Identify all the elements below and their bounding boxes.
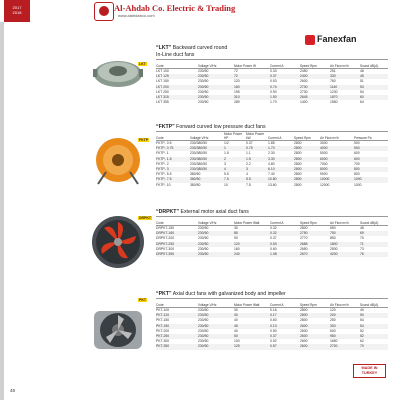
column-header: Code <box>156 61 198 69</box>
table-cell: 230/380/50 <box>190 146 224 151</box>
table-header-row <box>156 133 388 141</box>
table-cell: 70 <box>360 236 364 241</box>
column-header: Speed Rpm <box>294 133 320 141</box>
table-cell: 3.30 <box>268 157 294 162</box>
table-cell: 700 <box>354 161 360 166</box>
table-cell: FKTP- 10 <box>156 182 171 187</box>
table-cell: 1650 <box>330 339 338 344</box>
table-cell: 2400 <box>300 74 330 79</box>
table-cell: 230/50 <box>198 226 209 230</box>
table-cell: 45 <box>234 324 270 329</box>
table-cell: 1.70 <box>270 100 277 105</box>
table-cell: 5.5 <box>246 177 268 182</box>
table-row <box>156 183 388 188</box>
table-cell: 310 <box>234 95 270 100</box>
table-cell: 230/50 <box>198 79 209 84</box>
table-cell: 750 <box>330 231 360 236</box>
table-cell: 230/380/50 <box>190 161 207 166</box>
table-cell: 195 <box>234 89 240 94</box>
lkt-code-tag: LKT <box>139 62 146 66</box>
table-cell: 72 <box>234 74 270 79</box>
table-cell: 120 <box>330 308 336 312</box>
table-cell: 2600 <box>300 79 308 84</box>
table-cell: DRPKT-300 <box>156 246 175 251</box>
table-cell: 2800 <box>294 172 302 177</box>
table-cell: 250 <box>330 318 336 323</box>
table-cell: 2750 <box>300 231 330 236</box>
table-cell: 54 <box>360 89 364 94</box>
column-header: Motor Power W <box>234 61 270 69</box>
table-cell: 7.5 <box>224 177 246 182</box>
table-cell: 2600 <box>300 334 330 339</box>
table-cell: 240 <box>234 252 270 257</box>
table-cell: 200 <box>330 313 360 318</box>
table-cell: 500 <box>354 146 388 151</box>
fktp-code-tag: FKTP <box>139 138 149 142</box>
table-cell: 600 <box>354 151 360 156</box>
drpkt-code-tag: DRPKT <box>139 216 152 220</box>
logo-icon <box>99 6 109 16</box>
table-cell: 0.53 <box>270 79 277 84</box>
table-cell: 2800 <box>294 157 320 162</box>
table-cell: 2800 <box>294 141 302 145</box>
table-cell: PKT-300 <box>156 339 170 344</box>
table-cell: 2685 <box>300 242 330 247</box>
drpkt-fan-image <box>88 212 148 272</box>
page-number: 48 <box>10 388 16 393</box>
column-header: Motor Power Watt <box>234 300 270 308</box>
table-cell: 230/50 <box>198 252 234 257</box>
table-cell: 62 <box>360 339 364 344</box>
table-cell: 1800 <box>330 242 360 247</box>
table-cell: 0.52 <box>270 339 277 344</box>
column-header: Current A <box>270 61 300 69</box>
table-cell: 380/50 <box>190 177 224 182</box>
table-cell: 2800 <box>294 167 320 172</box>
table-cell: 7.40 <box>268 172 275 177</box>
table-cell: 230/50 <box>198 308 209 312</box>
table-row <box>156 151 388 156</box>
table-cell: 52 <box>360 328 364 333</box>
table-cell: 0.17 <box>270 313 300 318</box>
table-cell: 2600 <box>300 339 308 344</box>
table-cell: 3 <box>224 161 226 166</box>
pkt-spec-table <box>156 300 388 350</box>
table-cell: LKT 355 <box>156 100 169 105</box>
brand-name: Fanexfan <box>317 34 357 44</box>
table-cell: 10000 <box>320 177 354 182</box>
table-cell: 1.70 <box>268 146 294 151</box>
table-cell: 0.13 <box>270 324 300 329</box>
table-cell: 2650 <box>300 246 308 251</box>
table-cell: 70 <box>360 344 388 349</box>
table-cell: 60 <box>360 95 388 100</box>
column-header: Voltage V/Hz <box>198 300 234 308</box>
table-cell: 13.60 <box>268 182 277 187</box>
table-cell: 7.5 <box>246 182 251 187</box>
table-cell: 0.37 <box>270 236 277 241</box>
table-cell: 230/380/50 <box>190 157 224 162</box>
table-cell: 2450 <box>300 69 308 73</box>
table-cell: 2800 <box>294 161 302 166</box>
table-cell: 160 <box>234 85 270 90</box>
table-cell: 0.60 <box>270 246 277 251</box>
table-cell: 230/50 <box>198 334 234 339</box>
table-cell: 230/50 <box>198 69 209 73</box>
table-cell: 1000 <box>354 182 362 187</box>
table-cell: 2800 <box>294 182 302 187</box>
table-cell: FKTP- 3 <box>156 167 190 172</box>
table-cell: 1.08 <box>270 252 300 257</box>
table-cell: 10 <box>224 182 228 187</box>
table-cell: 0.60 <box>270 318 277 323</box>
company-name: Al-Ahdab Co. Electric & Trading <box>114 3 236 13</box>
table-cell: 230/50 <box>198 318 209 323</box>
table-cell: 650 <box>330 226 336 230</box>
table-cell: 125 <box>234 344 270 349</box>
table-cell: DRPKT-200 <box>156 236 175 241</box>
table-cell: 2730 <box>300 89 308 94</box>
table-cell: 2645 <box>300 95 330 100</box>
table-cell: 1230 <box>330 89 338 94</box>
column-header: Sound dB(A) <box>360 61 388 69</box>
fanexfan-icon <box>305 35 315 45</box>
table-cell: 0.16 <box>270 308 277 312</box>
table-row <box>156 100 388 105</box>
table-cell: 54 <box>360 318 364 323</box>
table-cell: 2670 <box>300 252 330 257</box>
column-header: Air Flow m³/h <box>330 218 360 226</box>
table-row <box>156 344 388 349</box>
table-cell: 6000 <box>320 157 354 162</box>
table-cell: 4200 <box>330 252 360 257</box>
table-cell: PKT-150 <box>156 318 170 323</box>
column-header: Air Flow m³/h <box>320 133 354 141</box>
column-header: Voltage V/Hz <box>190 133 224 141</box>
table-cell: 1/2 <box>224 141 229 145</box>
table-header-row <box>156 300 388 308</box>
table-cell: 46 <box>360 69 364 73</box>
table-cell: DRPKT-350 <box>156 252 198 257</box>
table-cell: 2800 <box>294 151 302 156</box>
table-cell: 160 <box>234 246 240 251</box>
table-cell: 2770 <box>300 236 308 241</box>
table-cell: 800 <box>354 172 360 177</box>
drpkt-title: “DRPKT” External motor axial duct fans <box>156 209 249 215</box>
table-cell: 600 <box>330 328 336 333</box>
table-cell: 2800 <box>300 226 308 230</box>
column-header: Air Flow m³/h <box>330 61 360 69</box>
table-row <box>156 177 388 182</box>
table-cell: PKT-250 <box>156 334 198 339</box>
table-cell: 760 <box>330 79 336 84</box>
pkt-rule <box>156 298 388 299</box>
table-cell: 0.75 <box>246 146 268 151</box>
table-cell: 230/50 <box>198 100 209 105</box>
table-cell: 230/50 <box>198 236 209 241</box>
table-cell: 230/380/50 <box>190 167 224 172</box>
table-cell: LKT 100 <box>156 69 169 73</box>
fktp-spec-table <box>156 133 388 188</box>
table-header-row <box>156 61 388 69</box>
table-cell: 0.50 <box>270 328 277 333</box>
table-cell: 230/50 <box>198 242 234 247</box>
drpkt-spec-table <box>156 218 388 257</box>
table-cell: 50 <box>360 313 388 318</box>
table-cell: 230/50 <box>198 246 209 251</box>
table-cell: 2600 <box>300 324 330 329</box>
table-cell: 230/380/50 <box>190 151 207 156</box>
table-cell: 230/50 <box>198 328 209 333</box>
table-cell: 1.85 <box>268 141 275 145</box>
table-cell: 289 <box>234 100 240 105</box>
column-header: Motor Power HP <box>224 133 246 141</box>
table-cell: 230/50 <box>198 344 234 349</box>
table-cell: 4.80 <box>268 161 275 166</box>
column-header: Sound dB(A) <box>360 218 388 226</box>
table-cell: 54 <box>360 324 388 329</box>
table-cell: 230/380/50 <box>190 141 207 145</box>
table-cell: 2800 <box>300 308 308 312</box>
table-cell: 0.74 <box>270 85 300 90</box>
table-cell: 1400 <box>300 100 308 105</box>
table-cell: 330 <box>330 74 360 79</box>
column-header: Code <box>156 133 190 141</box>
table-cell: 230/50 <box>198 89 209 94</box>
table-cell: 2.2 <box>246 161 251 166</box>
table-cell: 10.80 <box>268 177 294 182</box>
column-header: Sound dB(A) <box>360 300 388 308</box>
table-cell: 4 <box>246 172 248 177</box>
table-cell: 380/50 <box>190 172 201 177</box>
table-cell: FKTP- 0.5 <box>156 141 172 145</box>
table-cell: 85 <box>234 231 270 236</box>
column-header: Speed Rpm <box>300 61 330 69</box>
table-cell: 0.33 <box>270 69 277 73</box>
table-cell: 0.57 <box>270 344 300 349</box>
table-cell: DRPKT-250 <box>156 242 198 247</box>
lkt-spec-table <box>156 61 388 105</box>
side-strip <box>0 22 4 400</box>
table-cell: 1 <box>224 146 246 151</box>
table-cell: 2700 <box>330 344 360 349</box>
table-cell: 1.5 <box>224 151 229 156</box>
table-cell: FKTP- 1.5 <box>156 157 190 162</box>
table-cell: DRPKT-160 <box>156 231 198 236</box>
table-cell: 800 <box>354 167 388 172</box>
column-header: Current A <box>270 218 300 226</box>
table-cell: 100 <box>234 339 240 344</box>
fktp-title: “FKTP” Forward curved low pressure duct fans <box>156 124 266 130</box>
table-cell: 48 <box>360 226 364 230</box>
table-cell: 3000 <box>320 141 328 145</box>
column-header: Voltage V/Hz <box>198 218 234 226</box>
table-cell: 2800 <box>300 313 330 318</box>
pkt-title: “PKT” Axial duct fans with galvanized body and impeller <box>156 291 286 297</box>
pkt-code-tag: PKT <box>139 298 146 302</box>
table-cell: 40 <box>234 318 238 323</box>
drpkt-rule <box>156 216 388 217</box>
table-cell: 230/50 <box>198 313 234 318</box>
column-header: Current A <box>268 133 294 141</box>
column-header: Air Flow m³/h <box>330 300 360 308</box>
lkt-fan-image <box>88 52 148 92</box>
fktp-rule <box>156 131 388 132</box>
table-cell: 1.5 <box>246 157 268 162</box>
year-start: 2017 <box>12 5 22 10</box>
table-cell: 2600 <box>300 344 330 349</box>
table-cell: FKTP- 0.75 <box>156 146 190 151</box>
table-cell: 12000 <box>320 182 330 187</box>
table-cell: 72 <box>234 69 238 73</box>
table-cell: 230/50 <box>198 324 234 329</box>
table-cell: 76 <box>360 252 388 257</box>
table-row <box>156 252 388 257</box>
table-cell: 4 <box>224 167 246 172</box>
table-cell: LKT 150 <box>156 79 169 84</box>
table-cell: 73 <box>360 246 364 251</box>
table-cell: 53 <box>360 85 388 90</box>
table-cell: 230/50 <box>198 339 209 344</box>
table-cell: 1870 <box>330 95 360 100</box>
table-cell: 40 <box>234 328 238 333</box>
table-cell: 2800 <box>294 146 320 151</box>
table-cell: PKT-200 <box>156 328 170 333</box>
table-cell: FKTP- 1 <box>156 151 169 156</box>
table-cell: 6.10 <box>268 167 294 172</box>
table-cell: 230/50 <box>198 95 234 100</box>
made-in-country: TURKEY <box>361 371 378 375</box>
made-in-label: MADE IN <box>361 366 378 370</box>
table-cell: 8000 <box>320 167 354 172</box>
table-cell: 9000 <box>320 172 328 177</box>
table-cell: PKT-120 <box>156 313 198 318</box>
table-cell: 50 <box>234 334 270 339</box>
table-cell: FKTP- 2 <box>156 161 169 166</box>
table-cell: 2800 <box>300 318 308 323</box>
lkt-rule <box>156 59 388 60</box>
column-header: Motor Power kW <box>246 133 268 141</box>
table-cell: 90 <box>234 236 238 241</box>
company-website: www.alahdabco.com <box>118 13 155 18</box>
brand-logo <box>305 34 385 46</box>
table-cell: 3 <box>246 167 268 172</box>
column-header: Code <box>156 300 198 308</box>
column-header: Current A <box>270 300 300 308</box>
table-cell: 380/50 <box>190 182 201 187</box>
table-cell: 2500 <box>330 246 338 251</box>
table-cell: 1.1 <box>246 151 251 156</box>
table-cell: DRPKT-150 <box>156 226 175 230</box>
table-cell: 1000 <box>354 177 388 182</box>
column-header: Pressure Pa <box>354 133 388 141</box>
table-cell: PKT-350 <box>156 344 198 349</box>
table-cell: PKT-150 <box>156 324 198 329</box>
column-header: Speed Rpm <box>300 218 330 226</box>
table-cell: FKTP- 7.5 <box>156 177 190 182</box>
table-cell: 0.37 <box>270 74 300 79</box>
table-cell: 120 <box>234 79 240 84</box>
table-cell: 600 <box>354 157 388 162</box>
table-cell: 30 <box>234 313 270 318</box>
table-cell: 960 <box>330 334 360 339</box>
table-cell: 251 <box>330 69 336 73</box>
column-header: Voltage V/Hz <box>198 61 234 69</box>
table-cell: 230/50 <box>198 85 234 90</box>
column-header: Speed Rpm <box>300 300 330 308</box>
made-in-turkey-badge <box>353 364 386 378</box>
table-cell: 2730 <box>300 85 330 90</box>
table-cell: 51 <box>360 79 364 84</box>
header-bar <box>0 0 400 22</box>
table-cell: 1550 <box>330 100 338 105</box>
table-cell: 1.50 <box>270 95 300 100</box>
table-cell: 0.37 <box>270 334 300 339</box>
table-cell: 850 <box>330 236 336 241</box>
table-cell: 2 <box>224 157 246 162</box>
table-cell: 2.30 <box>268 151 275 156</box>
table-cell: 0.32 <box>270 226 277 230</box>
table-cell: 300 <box>330 324 360 329</box>
table-cell: 7000 <box>320 161 328 166</box>
table-cell: 64 <box>360 100 364 105</box>
year-end: 2018 <box>12 10 22 15</box>
table-cell: 30 <box>234 226 238 230</box>
table-cell: 2600 <box>300 328 308 333</box>
table-cell: 69 <box>360 231 388 236</box>
table-cell: LKT 125 <box>156 74 198 79</box>
table-cell: 230/50 <box>198 231 234 236</box>
table-cell: FKTP- 5.5 <box>156 172 172 177</box>
table-cell: PKT-100 <box>156 308 170 312</box>
table-cell: LKT 315 <box>156 95 198 100</box>
table-cell: 230/50 <box>198 74 234 79</box>
table-cell: 1140 <box>330 85 360 90</box>
table-cell: 500 <box>354 141 360 145</box>
table-cell: 40 <box>360 308 364 312</box>
table-cell: 2800 <box>294 177 320 182</box>
table-header-row <box>156 218 388 226</box>
table-cell: 5000 <box>320 151 328 156</box>
table-cell: 0.53 <box>270 242 300 247</box>
table-cell: 120 <box>234 242 270 247</box>
lkt-subtitle: In-Line duct fans <box>156 52 195 58</box>
pkt-fan-image <box>88 305 148 355</box>
column-header: Motor Power Watt <box>234 218 270 226</box>
table-cell: 4000 <box>320 146 354 151</box>
table-cell: 45 <box>360 74 388 79</box>
table-cell: 0.32 <box>270 231 300 236</box>
column-header: Code <box>156 218 198 226</box>
table-cell: 71 <box>360 242 388 247</box>
table-cell: 30 <box>234 308 238 312</box>
table-cell: 0.90 <box>270 89 277 94</box>
table-cell: 0.37 <box>246 141 253 145</box>
table-cell: LKT 250 <box>156 89 169 94</box>
table-cell: 5.5 <box>224 172 229 177</box>
table-cell: 52 <box>360 334 388 339</box>
table-cell: LKT 200 <box>156 85 198 90</box>
lkt-title: “LKT” Backward curved round <box>156 45 228 51</box>
year-badge <box>4 0 30 22</box>
company-logo <box>94 2 114 21</box>
